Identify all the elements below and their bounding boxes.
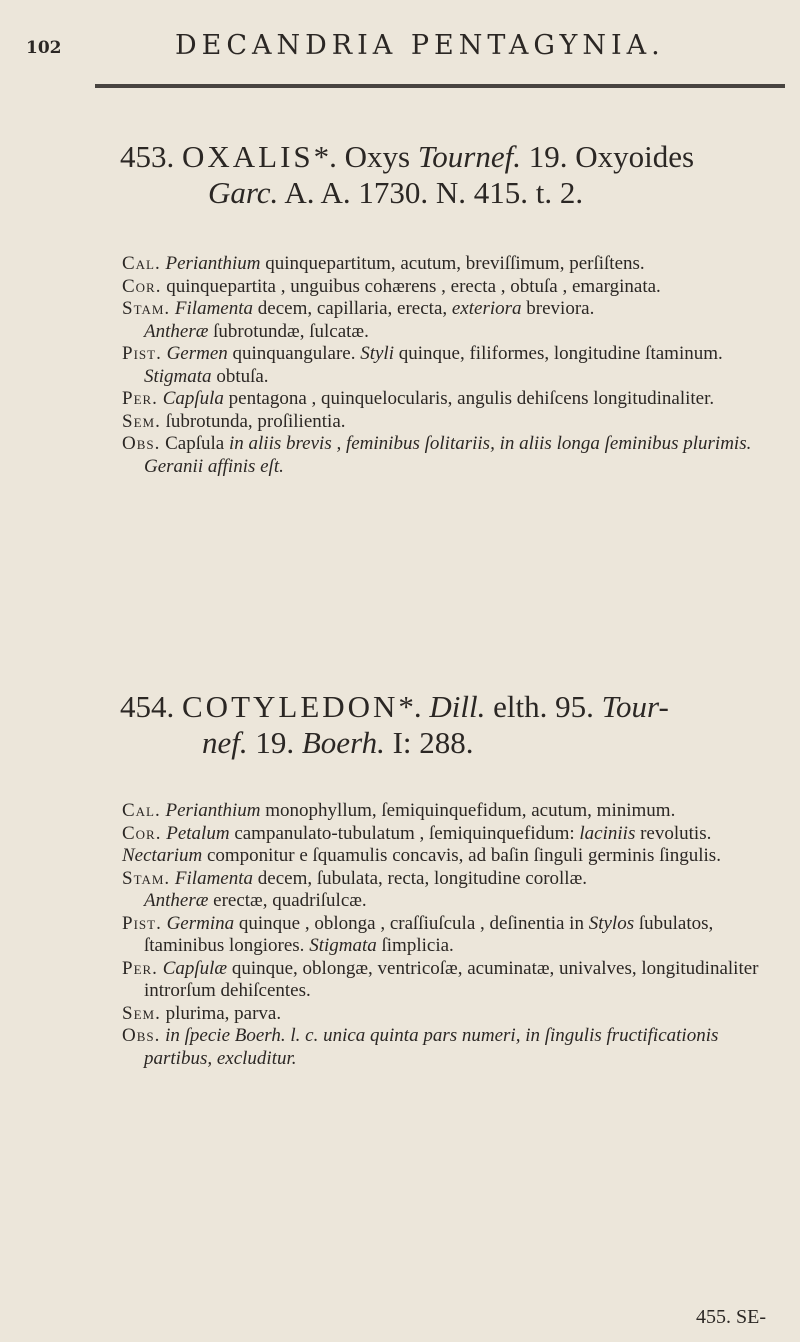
catchword: 455. SE-: [696, 1306, 766, 1328]
pistil-entry: Pist. Germina quinque , oblonga , craſſiuſcula , deſinentia in Stylos ſubulatos, ſtaminibus longiores. Stigmata ſimplicia.: [122, 912, 714, 956]
reference: A. A. 1730. N. 415. t. 2.: [284, 175, 584, 210]
genus-heading-454: [120, 690, 800, 762]
stamen-entry: Stam. Filamenta decem, ſubulata, recta, longitudine corollæ. Antheræ erectæ, quadriſulcæ.: [122, 867, 588, 911]
asterisk-mark: *.: [313, 139, 337, 174]
reference-author: Garc.: [208, 175, 279, 210]
stamen-entry: Stam. Filamenta decem, capillaria, erecta, exteriora breviora. Antheræ ſubrotundæ, ſulcatæ.: [122, 298, 595, 342]
asterisk-mark: *.: [398, 689, 422, 724]
calyx-entry: Cal. Perianthium monophyllum, ſemiquinquefidum, acutum, minimum.: [122, 800, 676, 821]
nectary-entry: Nectarium componitur e ſquamulis concavis, ad baſin ſinguli germinis ſingulis.: [122, 845, 721, 866]
running-title: DECANDRIA PENTAGYNIA.: [175, 30, 665, 61]
entry-number: 454.: [120, 689, 175, 724]
reference: elth. 95.: [493, 689, 594, 724]
page-number: 102: [26, 38, 62, 58]
reference: 19. Oxyoides: [528, 139, 695, 174]
genus-name: COTYLEDON: [182, 689, 399, 724]
pericarp-entry: Per. Capſula pentagona , quinquelocularis, angulis dehiſcens longitudinaliter.: [122, 388, 715, 409]
pistil-entry: Pist. Germen quinquangulare. Styli quinque, filiformes, longitudine ſtaminum. Stigmata obtuſa.: [122, 343, 723, 387]
header-rule: [95, 84, 785, 88]
pericarp-entry: Per. Capſulæ quinque, oblongæ, ventricoſæ, acuminatæ, univalves, longitudinaliter introrſum dehiſcentes.: [122, 957, 759, 1001]
description-454: [122, 800, 782, 1070]
genus-heading-453: [120, 140, 800, 212]
observation-entry: Obs. in ſpecie Boerh. l. c. unica quinta pars numeri, in ſingulis fructificationis partibus, excluditur.: [122, 1025, 719, 1069]
observation-note: Geranii affinis eſt.: [144, 455, 284, 477]
corolla-entry: Cor. quinquepartita , unguibus cohærens , erecta , obtuſa , emarginata.: [122, 275, 661, 297]
description-453: [122, 253, 782, 478]
seed-entry: Sem. plurima, parva.: [122, 1002, 282, 1024]
reference-author: nef.: [202, 725, 248, 760]
seed-entry: Sem. ſubrotunda, proſilientia.: [122, 410, 346, 432]
observation-entry: Obs. Capſula in aliis brevis , feminibus ſolitariis, in aliis longa ſeminibus plurimis.: [122, 433, 752, 454]
corolla-entry: Cor. Petalum campanulato-tubulatum , ſemiquinquefidum: laciniis revolutis.: [122, 822, 712, 844]
calyx-entry: Cal. Perianthium quinquepartitum, acutum, breviſſimum, perſiſtens.: [122, 253, 645, 274]
reference-author: Tour-: [601, 689, 669, 724]
reference-author: Boerh.: [301, 725, 385, 760]
reference: Oxys: [344, 139, 411, 174]
reference: I: 288.: [392, 725, 474, 760]
reference-author: Tournef.: [417, 139, 521, 174]
reference-author: Dill.: [429, 689, 486, 724]
genus-name: OXALIS: [182, 139, 314, 174]
entry-number: 453.: [120, 139, 175, 174]
reference: 19.: [255, 725, 295, 760]
